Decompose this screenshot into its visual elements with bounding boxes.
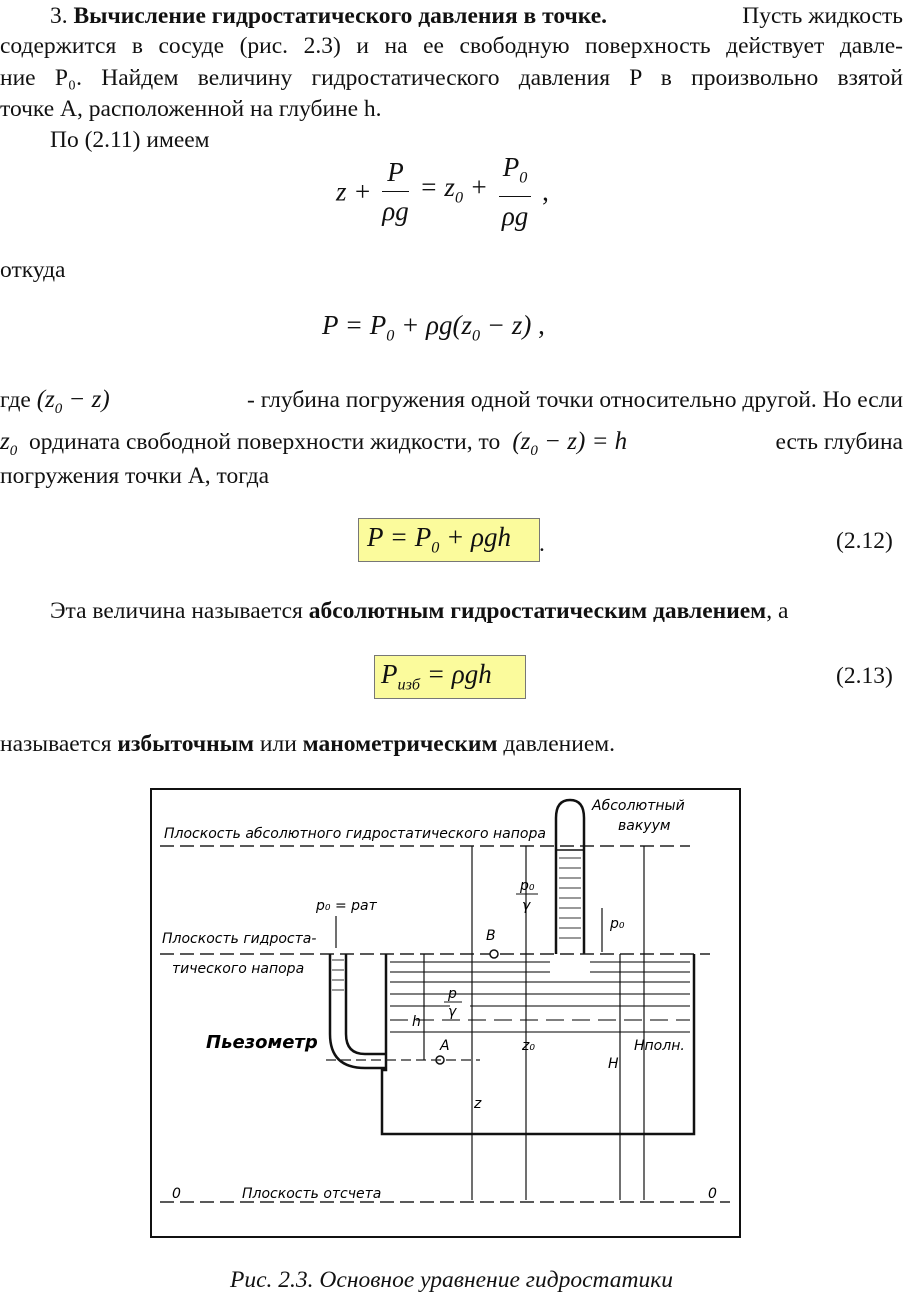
equation-2-12-dot: . [539, 531, 545, 557]
p0-patm-label: p₀ = pат [316, 898, 377, 914]
where-line-1: где $(z_0 - z)$ - глубина погружения одной точки относительно другой. Но если [0, 386, 903, 417]
p0-gamma-top: p₀ [520, 878, 535, 894]
figure-2-3 [150, 788, 741, 1238]
where-line-2: $z_0$ ордината свободной поверхности жидкости, то $(z_0 - z) = h$ есть глубина [0, 428, 903, 459]
intro-line-1 [0, 0, 903, 32]
where-line-3: погружения точки A, тогда [0, 463, 270, 489]
zero-left-label: 0 [172, 1186, 181, 1202]
piezometer-label: Пьезометр [206, 1032, 318, 1053]
p-gamma-bot: γ [448, 1004, 457, 1020]
excess-bold-2: манометрическим [302, 731, 498, 757]
figure-caption: Рис. 2.3. Основное уравнение гидростатики [230, 1267, 673, 1293]
abs-sentence-pre: Эта величина называется [50, 598, 309, 624]
hydro-plane-label-2: тического напора [172, 961, 305, 977]
ref-plane-label: Плоскость отсчета [242, 1186, 382, 1202]
abs-plane-label: Плоскость абсолютного гидростатического напора [164, 826, 546, 842]
H-label: H [608, 1056, 619, 1072]
abs-sentence-bold: абсолютным гидростатическим давлением [308, 598, 767, 624]
intro-line-2: содержится в сосуде (рис. 2.3) и на ее свободную поверхность действует давле- [0, 33, 903, 59]
hydro-plane-label-1: Плоскость гидроста- [162, 931, 317, 947]
excess-pre: называется [0, 731, 118, 757]
where-line-2-mid: ордината свободной поверхности жидкости, то [28, 429, 501, 455]
equation-2-12-box [358, 518, 540, 562]
excess-sentence [0, 728, 615, 760]
p0-gamma-bot: γ [522, 898, 531, 914]
excess-post: давлением. [497, 731, 616, 757]
abs-sentence [50, 595, 788, 627]
point-b [490, 950, 498, 958]
section-number: 3. [50, 3, 68, 29]
abs-vacuum-label-2: вакуум [618, 818, 671, 834]
equation-bernoulli: z + $\frac{P}{\rho g}$ = $z_0$ + $\frac{P_0}{\rho g}$ , [336, 152, 549, 232]
z0-label: z₀ [522, 1038, 535, 1054]
z-label: z [474, 1096, 482, 1112]
intro-line-1-rest: Пусть жидкость [742, 3, 903, 29]
abs-sentence-post: , а [766, 598, 789, 624]
equation-2-12: $P = P_0 + \rho gh$ [367, 522, 511, 557]
Hpoln-label: Hполн. [634, 1038, 685, 1054]
h-label: h [412, 1014, 421, 1030]
ref-line: По (2.11) имеем [50, 127, 210, 153]
where-line-2-end: есть глубина [775, 429, 903, 455]
intro-line-4: точке A, расположенной на глубине h. [0, 96, 382, 122]
intro-line-3: ние P₀. Найдем величину гидростатического давления P в произвольно взятой [0, 65, 903, 91]
excess-mid: или [254, 731, 303, 757]
p-gamma-top: p [448, 986, 457, 1002]
equation-2-13-box [374, 655, 526, 699]
section-title: Вычисление гидростатического давления в точке. [73, 3, 608, 29]
equation-pressure-diff: $P = P_0 + \rho g(z_0 - z)$ , [322, 310, 545, 345]
otkuda-text: откуда [0, 257, 66, 283]
abs-vacuum-label-1: Абсолютный [592, 798, 685, 814]
p0-label: p₀ [610, 916, 625, 932]
point-a-label: A [440, 1038, 450, 1054]
zero-right-label: 0 [708, 1186, 717, 1202]
equation-2-12-number: (2.12) [836, 528, 893, 554]
excess-bold-1: избыточным [117, 731, 255, 757]
equation-2-13-number: (2.13) [836, 663, 893, 689]
where-line-1-text: - глубина погружения одной точки относительно другой. Но если [247, 387, 903, 413]
equation-2-13: $P_{изб} = \rho gh$ [381, 659, 492, 694]
point-b-label: B [486, 928, 496, 944]
